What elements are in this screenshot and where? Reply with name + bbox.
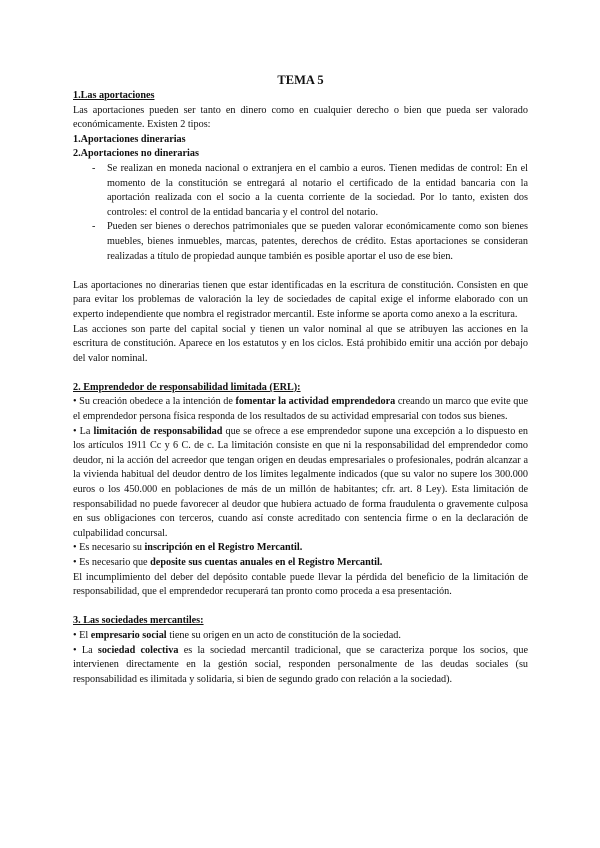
type-1-heading: 1.Aportaciones dinerarias xyxy=(73,133,186,145)
list-item xyxy=(73,220,528,264)
list-item-text: Se realizan en moneda nacional o extranjera en el cambio a euros. Tienen medidas de control: En el momento de la constitución se entregará al notario el certificado de la entidad bancaria con la aportación realizada con el socio a la cuenta corriente de la sociedad. Por lo tanto, existen dos controles: el control de la entidad bancaria y el control del notario. xyxy=(107,162,528,218)
list-item xyxy=(73,162,528,220)
dash-bullet-icon: - xyxy=(92,221,96,233)
bullet-paragraph: • Su creación obedece a la intención de fomentar la actividad emprendedora creando un marco que evite que el emprendedor persona física responda de los resultados de su actividad empresarial con todos sus bienes. xyxy=(73,396,528,423)
section-2-heading: 2. Emprendedor de responsabilidad limitada (ERL): xyxy=(73,381,301,393)
contribution-list xyxy=(73,162,528,264)
paragraph: Las aportaciones no dinerarias tienen que estar identificadas en la escritura de constitución. Consisten en que para evitar los problemas de valoración la ley de sociedades de capital exige el informe elaborado con un experto independiente que nombra el registrador mercantil. Este informe se aporta como anexo a la escritura. xyxy=(73,279,528,320)
bullet-paragraph: • El empresario social tiene su origen en un acto de constitución de la sociedad. xyxy=(73,629,401,641)
type-2-heading: 2.Aportaciones no dinerarias xyxy=(73,148,199,160)
dash-bullet-icon: - xyxy=(92,162,96,174)
paragraph: El incumplimiento del deber del depósito contable puede llevar la pérdida del beneficio de la limitación de responsabilidad, que el emprendedor recuperará tan pronto como proceda a esa presentación. xyxy=(73,571,528,598)
bullet-paragraph: • La limitación de responsabilidad que se ofrece a ese emprendedor supone una excepción a lo dispuesto en los artículos 1911 Cc y 6 C. de c. La limitación consiste en que ni la responsabilidad del emprendedor como deudor, ni la acción del acreedor que tengan origen en deudas empresariales o profesionales, podrán alcanzar a la vivienda habitual del deudor dentro de los límites legalmente indicados (que su valor no supere los 300.000 euros o los 450.000 en poblaciones de más de un millón de habitantes; cfr. art. 8 Ley). Esta limitación de responsabilidad no puede favorecer al deudor que hubiera actuado de forma fraudulenta o gravemente culposa en sus obligaciones con terceros, cuando así conste acreditado con sentencia firme o en la declaración de culpabilidad concursal. xyxy=(73,425,529,539)
paragraph: Las acciones son parte del capital social y tienen un valor nominal al que se atribuyen las acciones en la escritura de constitución. Aparece en los estatutos y en los ciclos. Está prohibido emitir una acción por debajo del valor nominal. xyxy=(73,323,528,364)
bullet-paragraph: • Es necesario su inscripción en el Registro Mercantil. xyxy=(73,542,303,554)
section-1-heading: 1.Las aportaciones xyxy=(73,90,155,101)
bullet-paragraph: • La sociedad colectiva es la sociedad mercantil tradicional, que se caracteriza porque los socios, que intervienen directamente en la gestión social, responden personalmente de las deudas sociales (su responsabilidad es ilimitada y solidaria, si bien de segundo grado con relación a la sociedad). xyxy=(73,644,529,685)
section-1-intro: Las aportaciones pueden ser tanto en dinero como en cualquier derecho o bien que pueda ser valorado económicamente. Existen 2 tipos: xyxy=(73,104,528,131)
list-item-text: Pueden ser bienes o derechos patrimoniales que se pueden valorar económicamente como son bienes muebles, bienes inmuebles, marcas, patentes, derechos de crédito. Estas aportaciones se consideran realizadas a título de propiedad aunque también es posible aportar el uso de ese bien. xyxy=(107,221,528,262)
bullet-paragraph: • Es necesario que deposite sus cuentas anuales en el Registro Mercantil. xyxy=(73,557,383,568)
page-title: TEMA 5 xyxy=(277,73,324,87)
document-page xyxy=(73,72,528,687)
section-3-heading: 3. Las sociedades mercantiles: xyxy=(73,615,204,627)
